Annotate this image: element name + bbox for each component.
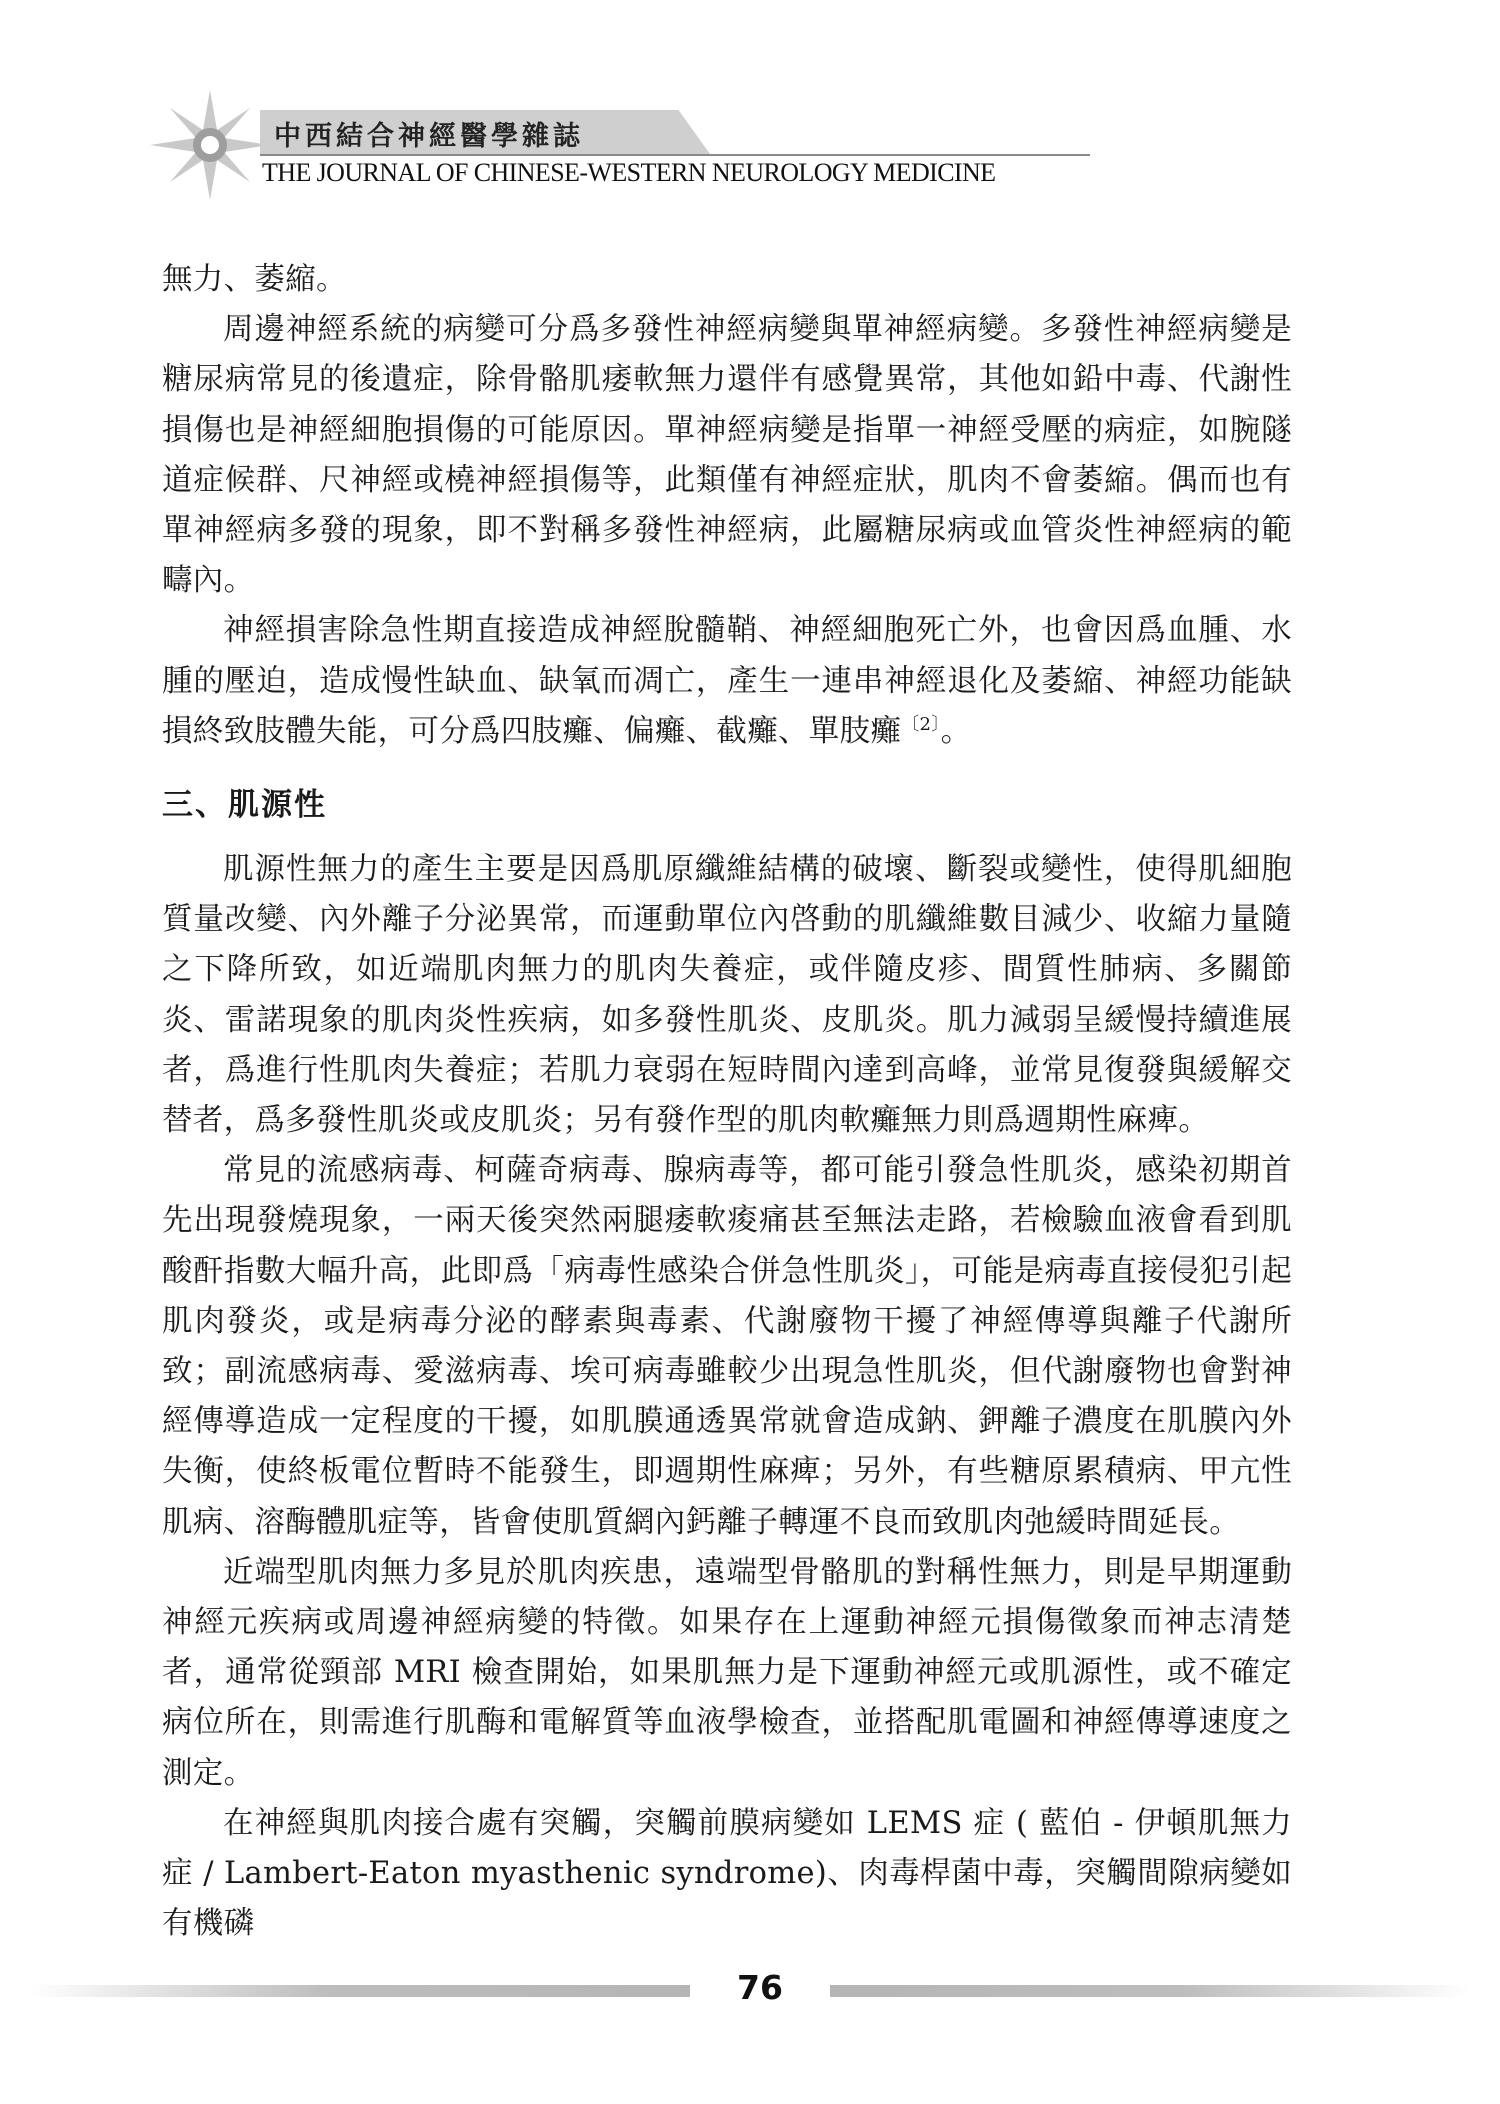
- paragraph-peripheral-neuropathy: 周邊神經系統的病變可分爲多發性神經病變與單神經病變。多發性神經病變是糖尿病常見的後遺症，除骨骼肌痿軟無力還伴有感覺異常，其他如鉛中毒、代謝性損傷也是神經細胞損傷的可能原因。單神經病變是指單一神經受壓的病症，如腕隧道症候群、尺神經或橈神經損傷等，此類僅有神經症狀，肌肉不會萎縮。偶而也有單神經病多發的現象，即不對稱多發性神經病，此屬糖尿病或血管炎性神經病的範疇內。: [162, 312, 1292, 599]
- paragraph-neuromuscular-junction: 在神經與肌肉接合處有突觸，突觸前膜病變如 LEMS 症 ( 藍伯 - 伊頓肌無力症 / Lambert-Eaton myasthenic syndrome)、肉毒桿菌中毒，突觸間隙病變如有機磷: [162, 1805, 1292, 1942]
- paragraph-proximal-distal: 近端型肌肉無力多見於肌肉疾患，遠端型骨骼肌的對稱性無力，則是早期運動神經元疾病或周邊神經病變的特徵。如果存在上運動神經元損傷徵象而神志清楚者，通常從頸部 MRI 檢查開始，如果肌無力是下運動神經元或肌源性，或不確定病位所在，則需進行肌酶和電解質等血液學檢查，並搭配肌電圖和神經傳導速度之測定。: [162, 1554, 1292, 1791]
- journal-title-english: THE JOURNAL OF CHINESE-WESTERN NEUROLOGY MEDICINE: [262, 158, 996, 187]
- footer-bar-left: [30, 1985, 690, 1997]
- citation-ref: 〔2〕: [901, 713, 941, 735]
- header-divider: [260, 154, 1090, 156]
- footer-bar-right: [830, 1985, 1470, 1997]
- paragraph-nerve-damage: [162, 606, 1292, 757]
- paragraph-viral-myositis: 常見的流感病毒、柯薩奇病毒、腺病毒等，都可能引發急性肌炎，感染初期首先出現發燒現象，一兩天後突然兩腿痿軟痠痛甚至無法走路，若檢驗血液會看到肌酸酐指數大幅升高，此即爲「病毒性感染合併急性肌炎」，可能是病毒直接侵犯引起肌肉發炎，或是病毒分泌的酵素與毒素、代謝廢物干擾了神經傳導與離子代謝所致；副流感病毒、愛滋病毒、埃可病毒雖較少出現急性肌炎，但代謝廢物也會對神經傳導造成一定程度的干擾，如肌膜通透異常就會造成鈉、鉀離子濃度在肌膜內外失衡，使終板電位暫時不能發生，即週期性麻痺；另外，有些糖原累積病、甲亢性肌病、溶酶體肌症等，皆會使肌質網內鈣離子轉運不良而致肌肉弛緩時間延長。: [162, 1153, 1292, 1540]
- paragraph-nerve-damage-text: 神經損害除急性期直接造成神經脫髓鞘、神經細胞死亡外，也會因爲血腫、水腫的壓迫，造成慢性缺血、缺氧而凋亡，產生一連串神經退化及萎縮、神經功能缺損終致肢體失能，可分爲四肢癱、偏癱、截癱、單肢癱: [162, 613, 1292, 749]
- section-heading-myogenic: 三、肌源性: [162, 787, 327, 824]
- journal-title-chinese: 中西結合神經醫學雜誌: [274, 121, 584, 152]
- page-footer: [0, 1968, 1500, 2018]
- paragraph-myogenic-weakness: 肌源性無力的產生主要是因爲肌原纖維結構的破壞、斷裂或變性，使得肌細胞質量改變、內外離子分泌異常，而運動單位內啓動的肌纖維數目減少、收縮力量隨之下降所致，如近端肌肉無力的肌肉失養症，或伴隨皮疹、間質性肺病、多關節炎、雷諾現象的肌肉炎性疾病，如多發性肌炎、皮肌炎。肌力減弱呈緩慢持續進展者，爲進行性肌肉失養症；若肌力衰弱在短時間內達到高峰，並常見復發與緩解交替者，爲多發性肌炎或皮肌炎；另有發作型的肌肉軟癱無力則爲週期性麻痺。: [162, 852, 1292, 1139]
- article-body: [162, 255, 1292, 1950]
- starburst-logo-icon: [150, 90, 270, 200]
- page-number: 76: [737, 1968, 783, 2007]
- paragraph-end-mark: 。: [940, 713, 972, 749]
- journal-header: [150, 90, 1090, 200]
- paragraph-continuation: 無力、萎縮。: [162, 262, 347, 297]
